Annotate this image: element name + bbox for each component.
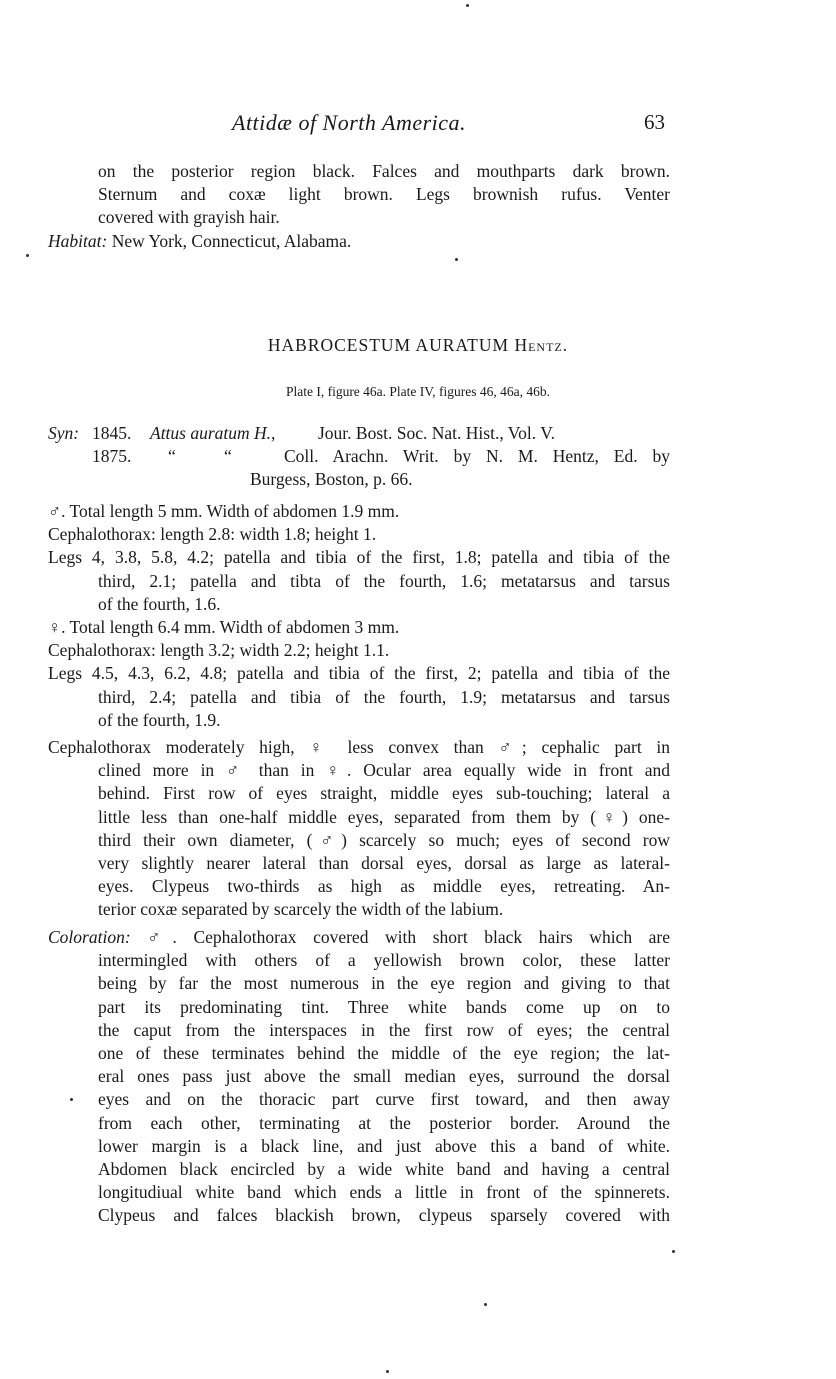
page-number: 63 [644,110,665,134]
synonymy-citation: Jour. Bost. Soc. Nat. Hist., Vol. V. [318,423,555,443]
synonymy-label: Syn: [48,423,80,443]
synonymy-citation: Coll. Arachn. Writ. by N. M. Hentz, Ed. by [284,446,670,467]
running-title: Attidæ of North America. [232,110,467,135]
coloration-line: one of these terminates behind the middle of the eye region; the lat- [98,1043,670,1064]
coloration-line: Clypeus and falces blackish brown, clypeus sparsely covered with [98,1205,670,1226]
description-line: eyes. Clypeus two-thirds as high as middle eyes, retreating. An- [98,876,670,897]
synonymy-entry [48,422,670,445]
habitat-line [48,230,670,253]
description-line: behind. First row of eyes straight, middle eyes sub-touching; lateral a [98,783,670,804]
coloration-line: lower margin is a black line, and just above this a band of white. [98,1135,670,1156]
ditto-mark: “ [168,446,176,467]
scan-speck [672,1250,675,1253]
intro-line: Sternum and coxæ light brown. Legs brownish rufus. Venter [98,184,670,205]
male-legs-line: of the fourth, 1.6. [98,593,221,614]
habitat-text: New York, Connecticut, Alabama. [107,230,352,251]
female-legs-line: Legs 4.5, 4.3, 6.2, 4.8; patella and tibia of the first, 2; patella and tibia of the [48,663,670,684]
description-line: little less than one-half middle eyes, separated from them by (♀) one- [98,806,670,827]
ditto-mark: “ [224,446,232,467]
plate-reference: Plate I, figure 46a. Plate IV, figures 46, 46a, 46b. [285,384,551,399]
coloration-first-line [48,926,670,949]
scan-speck [386,1370,389,1373]
synonymy-year: 1875. [92,446,132,467]
synonymy-entry [48,445,670,468]
description-line: third their own diameter, (♂) scarcely so much; eyes of second row [98,829,670,850]
female-legs-line: of the fourth, 1.9. [98,709,221,730]
description-line: very slightly nearer lateral than dorsal eyes, dorsal as large as lateral- [98,853,670,874]
female-total-length: ♀. Total length 6.4 mm. Width of abdomen 3 mm. [48,617,400,638]
female-cephalothorax: Cephalothorax: length 3.2; width 2.2; height 1.1. [48,640,390,661]
description-line: clined more in ♂ than in ♀. Ocular area equally wide in front and [98,760,670,781]
scan-speck [466,4,469,7]
male-cephalothorax: Cephalothorax: length 2.8: width 1.8; height 1. [48,524,377,545]
description-line: terior coxæ separated by scarcely the width of the labium. [98,899,504,920]
coloration-line: being by far the most numerous in the eye region and giving to that [98,973,670,994]
synonymy-continuation [48,468,670,491]
coloration-line: eral ones pass just above the small median eyes, surround the dorsal [98,1066,670,1087]
coloration-label: Coloration: [48,927,131,947]
synonymy-name: Attus auratum H., [150,423,276,443]
scan-speck [70,1098,73,1101]
habitat-label: Habitat: [48,230,108,251]
intro-line: covered with grayish hair. [98,207,280,228]
male-legs-line: Legs 4, 3.8, 5.8, 4.2; patella and tibia of the first, 1.8; patella and tibia of the [48,547,670,568]
synonymy [48,422,670,492]
male-total-length: ♂. Total length 5 mm. Width of abdomen 1.9 mm. [48,501,400,521]
scan-speck [455,258,458,261]
coloration-line: eyes and on the thoracic part curve first toward, and then away [98,1089,670,1110]
male-legs-line: third, 2.1; patella and tibta of the fourth, 1.6; metatarsus and tarsus [98,570,670,591]
species-heading [0,335,836,356]
coloration-line: intermingled with others of a yellowish brown color, these latter [98,950,670,971]
description-paragraph [48,736,670,922]
coloration-line: Abdomen black encircled by a wide white band and having a central [98,1159,670,1180]
intro-paragraph [48,160,670,253]
running-head [0,108,836,138]
coloration-line: longitudiual white band which ends a little in front of the spinnerets. [98,1182,670,1203]
scan-speck [26,254,29,257]
species-author: Hentz. [514,335,569,355]
coloration-text: ♂. Cephalothorax covered with short black hairs which are [130,927,670,947]
description-line: Cephalothorax moderately high, ♀ less convex than ♂; cephalic part in [48,737,670,757]
scan-speck [484,1303,487,1306]
measurements [48,500,670,732]
synonymy-year: 1845. [92,423,132,443]
synonymy-citation-cont: Burgess, Boston, p. 66. [250,469,413,490]
coloration-line: part its predominating tint. Three white bands come up on to [98,996,670,1017]
coloration-line: from each other, terminating at the posterior border. Around the [98,1112,670,1133]
intro-line: on the posterior region black. Falces and mouthparts dark brown. [98,161,670,181]
coloration-line: the caput from the interspaces in the first row of eyes; the central [98,1019,670,1040]
coloration-paragraph [48,926,670,1228]
species-name: HABROCESTUM AURATUM [267,335,510,355]
female-legs-line: third, 2.4; patella and tibia of the fourth, 1.9; metatarsus and tarsus [98,686,670,707]
